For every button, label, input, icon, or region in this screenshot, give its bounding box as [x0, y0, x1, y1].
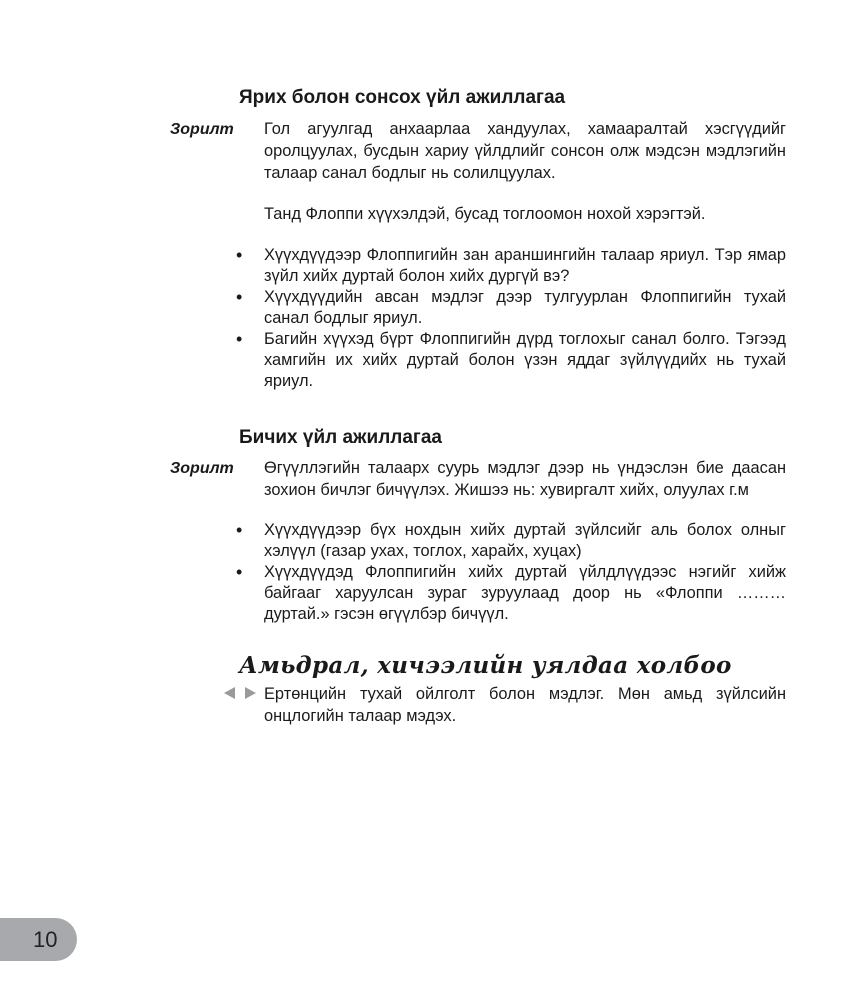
list-item [236, 562, 786, 625]
list-item [236, 245, 786, 287]
bullet-text: Хүүхдүүдээр бүх нохдын хийх дуртай зүйлсийг аль болох олныг хэлүүл (газар ухах, тоглох, харайх, хуцах) [264, 521, 786, 560]
bullet-text: Багийн хүүхэд бүрт Флоппигийн дүрд тоглохыг санал болго. Тэгээд хамгийн их хийх дуртай болон үзэн яддаг зүйлүүдийх нь тухай яриул. [264, 330, 786, 390]
writing-bullet-list [236, 520, 786, 625]
writing-objective-text: Өгүүллэгийн талаарх суурь мэдлэг дээр нь үндэслэн бие даасан зохион бичлэг бичүүлэх. Жишээ нь: хувиргалт хийх, олуулах г.м [264, 459, 786, 499]
speaking-objective-text: Гол агуулгад анхаарлаа хандуулах, хамааралтай хэсгүүдийг оролцуулах, бусдын хариу үйлдлийг сонсон олж мэдсэн мэдлэгийн талаар санал бодлыг нь солилцуулах. [264, 120, 786, 182]
page-number: 10 [33, 927, 58, 952]
speaking-heading: Ярих болон сонсох үйл ажиллагаа [239, 87, 566, 108]
page-number-tab [0, 918, 77, 961]
link-text: Ертөнцийн тухай ойлголт болон мэдлэг. Мөн амьд зүйлсийн онцлогийн талаар мэдэх. [264, 685, 786, 725]
bullet-text: Хүүхдүүдийн авсан мэдлэг дээр тулгуурлан Флоппигийн тухай санал бодлыг яриул. [264, 288, 786, 327]
speaking-bullet-list [236, 245, 786, 392]
bullet-icon: • [236, 520, 243, 540]
bullet-icon: • [236, 287, 243, 307]
writing-heading: Бичих үйл ажиллагаа [239, 427, 442, 448]
bullet-icon: • [236, 562, 243, 582]
bullet-text: Хүүхдүүдэд Флоппигийн хийх дуртай үйлдлүүдээс нэгийг хийж байгааг харуулсан зураг зуруулаад доор нь «Флоппи ……… дуртай.» гэсэн өгүүлбэр бичүүл. [264, 563, 786, 623]
speaking-materials-text: Танд Флоппи хүүхэлдэй, бусад тоглоомон нохой хэрэгтэй. [264, 205, 706, 223]
list-item [236, 329, 786, 392]
writing-objective-label: Зорилт [170, 460, 234, 477]
bullet-icon: • [236, 329, 243, 349]
speaking-objective-label: Зорилт [170, 121, 234, 138]
left-right-arrows-icon [224, 686, 256, 700]
list-item [236, 520, 786, 562]
link-heading: Амьдрал, хичээлийн уялдаа холбоо [239, 652, 732, 679]
bullet-icon: • [236, 245, 243, 265]
bullet-text: Хүүхдүүдээр Флоппигийн зан араншингийн талаар яриул. Тэр ямар зүйл хийх дуртай болон хийх дургүй вэ? [264, 246, 786, 285]
list-item [236, 287, 786, 329]
